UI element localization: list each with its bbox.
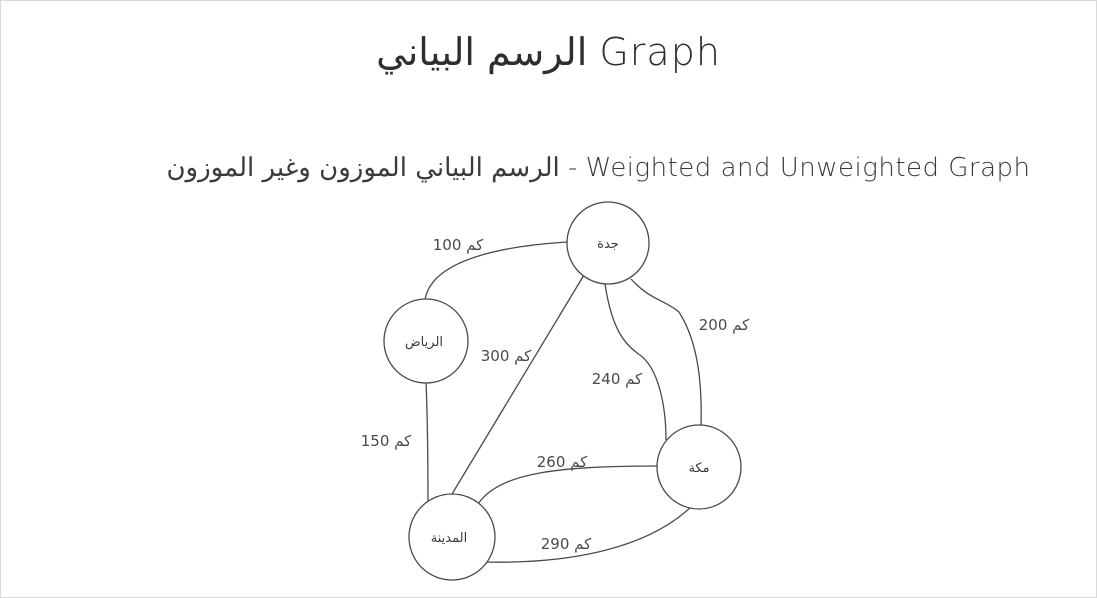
node-label-makkah: مكة bbox=[688, 461, 710, 476]
node-label-madinah: المدينة bbox=[430, 531, 468, 546]
edge-label-riyadh-madinah: 150 كم bbox=[360, 432, 412, 450]
edge-label-jeddah-makkah-inner: 240 كم bbox=[591, 370, 643, 388]
edge-label-riyadh-jeddah: 100 كم bbox=[432, 236, 484, 254]
edge-riyadh-madinah bbox=[426, 381, 428, 505]
node-label-jeddah: جدة bbox=[597, 237, 619, 252]
edge-madinah-makkah-upper bbox=[478, 466, 660, 504]
edge-label-jeddah-madinah: 300 كم bbox=[480, 347, 532, 365]
edge-madinah-makkah-lower bbox=[482, 505, 693, 562]
page-subtitle: الرسم البياني الموزون وغير الموزون - Weighted and Unweighted Graph bbox=[166, 153, 1031, 183]
edge-jeddah-makkah-outer bbox=[631, 279, 701, 428]
edge-label-jeddah-makkah-outer: 200 كم bbox=[698, 316, 750, 334]
edge-label-madinah-makkah-lower: 290 كم bbox=[540, 535, 592, 553]
node-label-riyadh: الرياض bbox=[404, 335, 444, 350]
edge-jeddah-makkah-inner bbox=[605, 284, 666, 440]
page-title: الرسم البياني Graph bbox=[376, 30, 721, 74]
edge-label-madinah-makkah-upper: 260 كم bbox=[536, 453, 588, 471]
